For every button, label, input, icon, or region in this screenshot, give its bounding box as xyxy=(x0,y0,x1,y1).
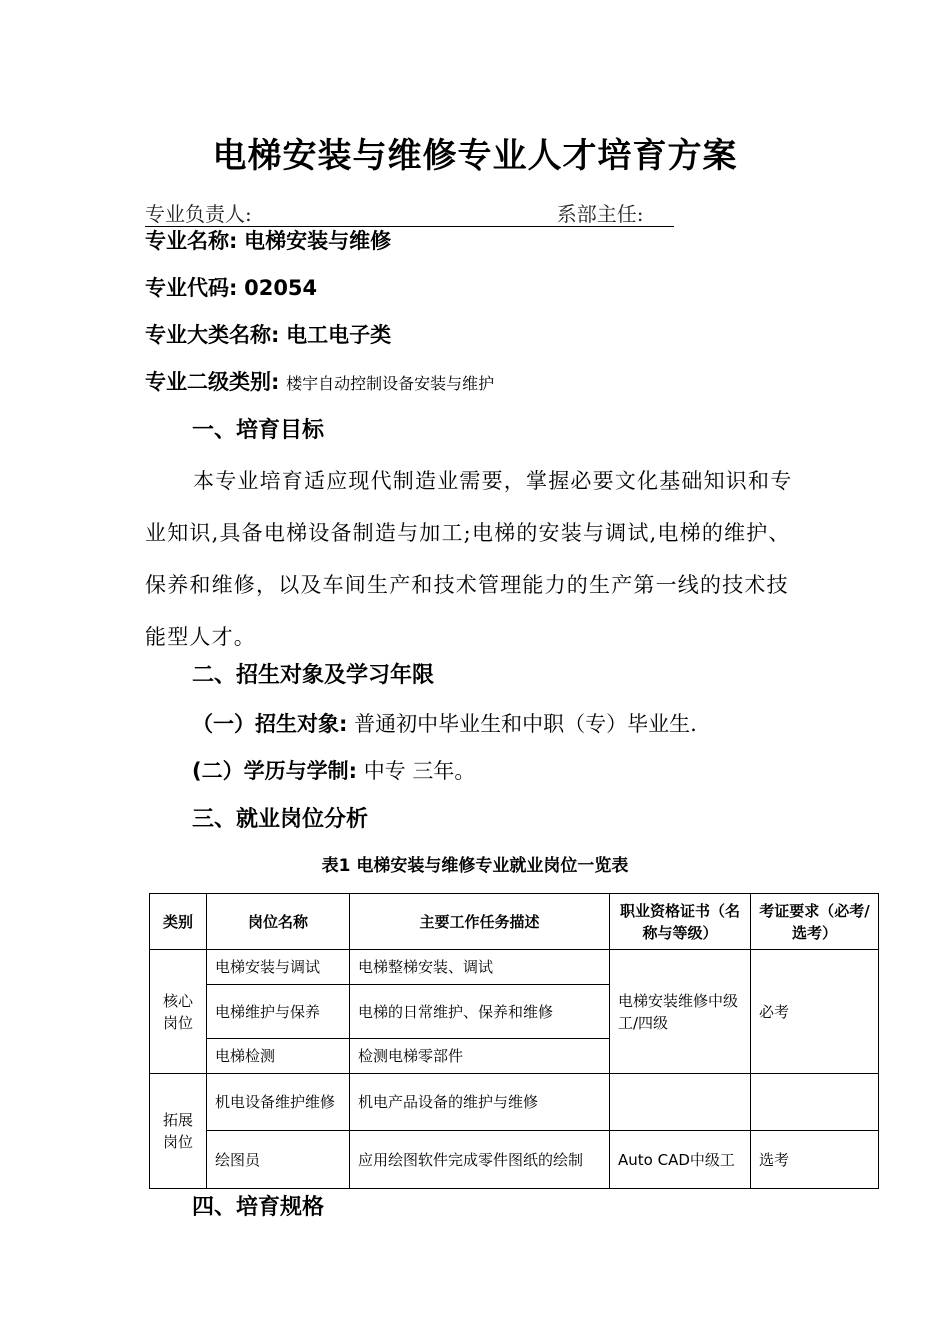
document-title: 电梯安装与维修专业人才培育方案 xyxy=(212,136,738,176)
job-cell: 电梯维护与保养 xyxy=(207,985,350,1039)
requirement-cell xyxy=(751,1074,879,1131)
cert-cell: Auto CAD中级工 xyxy=(610,1131,751,1189)
table-row xyxy=(150,1074,879,1131)
schooling-item xyxy=(192,755,475,785)
leader-blank xyxy=(252,204,557,227)
enrollment-item xyxy=(192,708,697,738)
task-cell: 电梯的日常维护、保养和维修 xyxy=(350,985,610,1039)
task-cell: 应用绘图软件完成零件图纸的绘制 xyxy=(350,1131,610,1189)
job-cell: 机电设备维护维修 xyxy=(207,1074,350,1131)
field-subcategory xyxy=(145,366,494,396)
field-label: 专业代码: xyxy=(145,276,238,300)
category-cell: 拓展岗位 xyxy=(150,1074,207,1189)
leader-label: 专业负责人: xyxy=(145,202,252,226)
job-cell: 电梯安装与调试 xyxy=(207,950,350,985)
category-cell: 核心岗位 xyxy=(150,950,207,1074)
header-task: 主要工作任务描述 xyxy=(350,894,610,950)
section1-paragraph: 本专业培育适应现代制造业需要，掌握必要文化基础知识和专业知识,具备电梯设备制造与加工;电梯的安装与调试,电梯的维护、保养和维修，以及车间生产和技术管理能力的生产第一线的技术技能型人才。 xyxy=(145,469,793,649)
header-category: 类别 xyxy=(150,894,207,950)
job-cell: 绘图员 xyxy=(207,1131,350,1189)
enrollment-value: 普通初中毕业生和中职（专）毕业生. xyxy=(354,712,697,736)
director-blank xyxy=(644,204,674,227)
field-category xyxy=(145,319,391,349)
director-label: 系部主任: xyxy=(556,202,644,226)
schooling-value: 中专 三年。 xyxy=(363,759,476,783)
section1-heading: 一、培育目标 xyxy=(192,418,325,443)
job-cell: 电梯检测 xyxy=(207,1039,350,1074)
signature-line xyxy=(145,198,674,227)
task-cell: 电梯整梯安装、调试 xyxy=(350,950,610,985)
field-major-code xyxy=(145,272,317,302)
field-major-name xyxy=(145,225,391,255)
section2-heading: 二、招生对象及学习年限 xyxy=(192,663,435,688)
table-caption: 表1 电梯安装与维修专业就业岗位一览表 xyxy=(321,856,629,876)
header-requirement: 考证要求（必考/选考） xyxy=(751,894,879,950)
header-cert: 职业资格证书（名称与等级） xyxy=(610,894,751,950)
field-value: 楼宇自动控制设备安装与维护 xyxy=(286,374,495,393)
enrollment-label: （一）招生对象: xyxy=(192,712,348,736)
cert-cell xyxy=(610,1074,751,1131)
field-value: 电梯安装与维修 xyxy=(244,229,392,253)
jobs-table xyxy=(149,893,879,1189)
field-value: 02054 xyxy=(244,276,318,300)
requirement-cell: 选考 xyxy=(751,1131,879,1189)
section4-heading: 四、培育规格 xyxy=(192,1195,325,1220)
table-row xyxy=(150,950,879,985)
cert-cell: 电梯安装维修中级工/四级 xyxy=(610,950,751,1074)
header-job: 岗位名称 xyxy=(207,894,350,950)
field-label: 专业名称: xyxy=(145,229,238,253)
field-label: 专业二级类别: xyxy=(145,370,280,394)
table-header-row xyxy=(150,894,879,950)
table-row xyxy=(150,1131,879,1189)
section3-heading: 三、就业岗位分析 xyxy=(192,807,369,832)
requirement-cell: 必考 xyxy=(751,950,879,1074)
task-cell: 检测电梯零部件 xyxy=(350,1039,610,1074)
field-label: 专业大类名称: xyxy=(145,323,280,347)
schooling-label: (二）学历与学制: xyxy=(192,759,357,783)
field-value: 电工电子类 xyxy=(286,323,392,347)
task-cell: 机电产品设备的维护与维修 xyxy=(350,1074,610,1131)
